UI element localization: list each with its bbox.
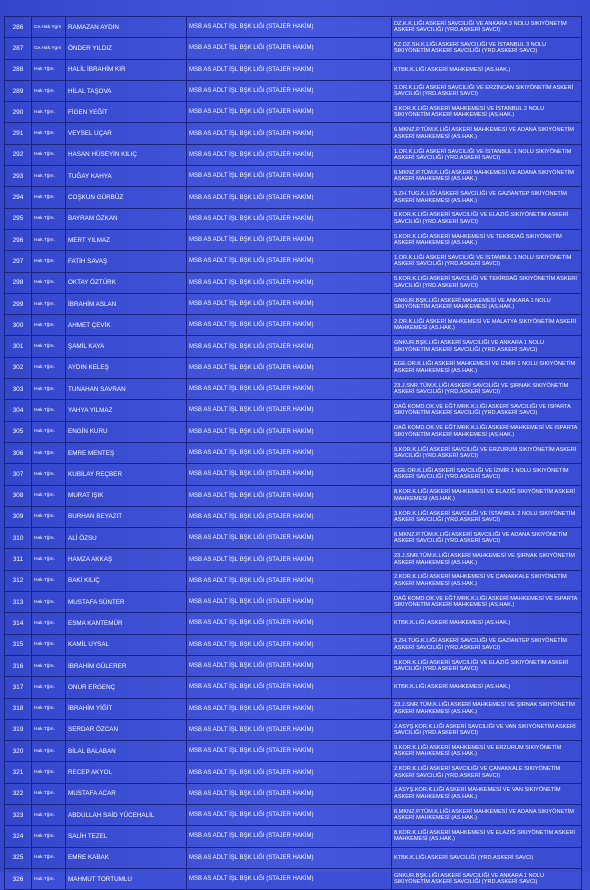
current-unit-cell: MSB AS ADLT İŞL BŞK LIĞI (STAJER HAKİM) bbox=[187, 357, 392, 378]
table-row bbox=[5, 847, 582, 868]
table-row bbox=[5, 251, 582, 272]
table-row bbox=[5, 229, 582, 250]
current-unit-cell: MSB AS ADLT İŞL BŞK LIĞI (STAJER HAKİM) bbox=[187, 208, 392, 229]
rank-cell: Hak.Tğm. bbox=[32, 187, 66, 208]
row-number-cell: 305 bbox=[5, 421, 32, 442]
rank-cell: Hak.Tğm. bbox=[32, 570, 66, 591]
assigned-unit-cell: 2.OR.K.LIĞI ASKERİ MAHKEMESİ VE MALATYA SIKIYÖNETİM ASKERİ MAHKEMESİ (AS.HAK.) bbox=[392, 315, 582, 336]
current-unit-cell: MSB AS ADLT İŞL BŞK LIĞI (STAJER HAKİM) bbox=[187, 741, 392, 762]
rank-cell: Hak.Tğm. bbox=[32, 613, 66, 634]
assigned-unit-cell: 5.KOR.K.LIĞI ASKERİ SAVCILIĞI VE TEKİRDAĞ SIKIYÖNETİM ASKERİ SAVCILIĞI (YRD.ASKERİ SAVCI) bbox=[392, 272, 582, 293]
assigned-unit-cell: EGE.OR.K.LIĞI ASKERİ SAVCILIĞI VE İZMİR 1 NOLU SIKIYÖNETİM ASKERİ SAVCILIĞI (YRD.ASKERİ SAVCI) bbox=[392, 464, 582, 485]
table-row bbox=[5, 762, 582, 783]
rank-cell: Hak.Tğm. bbox=[32, 80, 66, 101]
current-unit-cell: MSB AS ADLT İŞL BŞK LIĞI (STAJER HAKİM) bbox=[187, 251, 392, 272]
current-unit-cell: MSB AS ADLT İŞL BŞK LIĞI (STAJER HAKİM) bbox=[187, 549, 392, 570]
person-name-cell: MERT YILMAZ bbox=[66, 229, 187, 250]
row-number-cell: 295 bbox=[5, 208, 32, 229]
current-unit-cell: MSB AS ADLT İŞL BŞK LIĞI (STAJER HAKİM) bbox=[187, 634, 392, 655]
current-unit-cell: MSB AS ADLT İŞL BŞK LIĞI (STAJER HAKİM) bbox=[187, 59, 392, 80]
current-unit-cell: MSB AS ADLT İŞL BŞK LIĞI (STAJER HAKİM) bbox=[187, 166, 392, 187]
table-row bbox=[5, 719, 582, 740]
rank-cell: Hak.Tğm. bbox=[32, 868, 66, 889]
current-unit-cell: MSB AS ADLT İŞL BŞK LIĞI (STAJER HAKİM) bbox=[187, 804, 392, 825]
row-number-cell: 303 bbox=[5, 379, 32, 400]
assignment-table-body bbox=[5, 17, 582, 890]
assigned-unit-cell: DAĞ KOMD.OK.VE EĞT.MRK.K.LIĞI ASKERİ SAVCILIĞI VE ISPARTA SIKIYÖNETİM ASKERİ SAVCILIĞI (YRD.ASKERİ SAVCI) bbox=[392, 400, 582, 421]
current-unit-cell: MSB AS ADLT İŞL BŞK LIĞI (STAJER HAKİM) bbox=[187, 293, 392, 314]
current-unit-cell: MSB AS ADLT İŞL BŞK LIĞI (STAJER HAKİM) bbox=[187, 38, 392, 59]
current-unit-cell: MSB AS ADLT İŞL BŞK LIĞI (STAJER HAKİM) bbox=[187, 847, 392, 868]
table-row bbox=[5, 38, 582, 59]
row-number-cell: 325 bbox=[5, 847, 32, 868]
rank-cell: Hak.Tğm. bbox=[32, 357, 66, 378]
current-unit-cell: MSB AS ADLT İŞL BŞK LIĞI (STAJER HAKİM) bbox=[187, 379, 392, 400]
rank-cell: Hak.Tğm. bbox=[32, 251, 66, 272]
table-row bbox=[5, 59, 582, 80]
row-number-cell: 307 bbox=[5, 464, 32, 485]
person-name-cell: FATİH SAVAŞ bbox=[66, 251, 187, 272]
assigned-unit-cell: 2.KOR.K.LIĞI ASKERİ MAHKEMESİ VE ÇANAKKALE SIKIYÖNETİM ASKERİ MAHKEMESİ (AS.HAK.) bbox=[392, 570, 582, 591]
row-number-cell: 298 bbox=[5, 272, 32, 293]
table-row bbox=[5, 783, 582, 804]
person-name-cell: COŞKUN GÜRBÜZ bbox=[66, 187, 187, 208]
rank-cell: Hak.Tğm. bbox=[32, 783, 66, 804]
assigned-unit-cell: 23.J.SNR.TÜM.K.LIĞI ASKERİ MAHKEMESİ VE ŞIRNAK SIKIYÖNETİM ASKERİ MAHKEMESİ (AS.HAK.) bbox=[392, 549, 582, 570]
person-name-cell: ÖNDER YILDIZ bbox=[66, 38, 187, 59]
assigned-unit-cell: 1.OR.K.LIĞI ASKERİ SAVCILIĞI VE İSTANBUL 1 NOLU SIKIYÖNETİM ASKERİ SAVCILIĞI (YRD.ASKERİ SAVCI) bbox=[392, 251, 582, 272]
rank-cell: Hak.Tğm. bbox=[32, 464, 66, 485]
rank-cell: Hak.Tğm. bbox=[32, 506, 66, 527]
rank-cell: Hak.Tğm. bbox=[32, 655, 66, 676]
person-name-cell: VEYSEL UÇAR bbox=[66, 123, 187, 144]
row-number-cell: 315 bbox=[5, 634, 32, 655]
person-name-cell: SALİH TEZEL bbox=[66, 826, 187, 847]
person-name-cell: İBRAHİM GÜLERER bbox=[66, 655, 187, 676]
table-row bbox=[5, 400, 582, 421]
row-number-cell: 299 bbox=[5, 293, 32, 314]
assigned-unit-cell: J.ASYŞ.KOR.K.LIĞI ASKERİ SAVCILIĞI VE VAN SIKIYÖNETİM ASKERİ SAVCILIĞI (YRD.ASKERİ SAVCI) bbox=[392, 719, 582, 740]
assigned-unit-cell: KTBK.K.LIĞI ASKERİ MAHKEMESİ (AS.HAK.) bbox=[392, 59, 582, 80]
table-row bbox=[5, 464, 582, 485]
rank-cell: Hak.Tğm. bbox=[32, 826, 66, 847]
current-unit-cell: MSB AS ADLT İŞL BŞK LIĞI (STAJER HAKİM) bbox=[187, 17, 392, 38]
assigned-unit-cell: 1.OR.K.LIĞI ASKERİ SAVCILIĞI VE İSTANBUL 1 NOLU SIKIYÖNETİM ASKERİ SAVCILIĞI (YRD.ASKERİ SAVCI) bbox=[392, 144, 582, 165]
row-number-cell: 310 bbox=[5, 528, 32, 549]
rank-cell: Hak.Tğm. bbox=[32, 592, 66, 613]
row-number-cell: 324 bbox=[5, 826, 32, 847]
person-name-cell: KUBİLAY REÇBER bbox=[66, 464, 187, 485]
person-name-cell: HASAN HÜSEYİN KILIÇ bbox=[66, 144, 187, 165]
current-unit-cell: MSB AS ADLT İŞL BŞK LIĞI (STAJER HAKİM) bbox=[187, 400, 392, 421]
row-number-cell: 288 bbox=[5, 59, 32, 80]
person-name-cell: TUNAHAN SAVRAN bbox=[66, 379, 187, 400]
person-name-cell: AHMET ÇEVİK bbox=[66, 315, 187, 336]
current-unit-cell: MSB AS ADLT İŞL BŞK LIĞI (STAJER HAKİM) bbox=[187, 592, 392, 613]
rank-cell: Hak.Tğm. bbox=[32, 762, 66, 783]
row-number-cell: 291 bbox=[5, 123, 32, 144]
row-number-cell: 287 bbox=[5, 38, 32, 59]
table-row bbox=[5, 677, 582, 698]
assigned-unit-cell: 8.KOR.K.LIĞI ASKERİ SAVCILIĞI VE ELAZIĞ SIKIYÖNETİM ASKERİ SAVCILIĞI (YRD.ASKERİ SAVCI) bbox=[392, 208, 582, 229]
row-number-cell: 316 bbox=[5, 655, 32, 676]
row-number-cell: 290 bbox=[5, 102, 32, 123]
rank-cell: Hak.Tğm. bbox=[32, 549, 66, 570]
row-number-cell: 293 bbox=[5, 166, 32, 187]
row-number-cell: 308 bbox=[5, 485, 32, 506]
current-unit-cell: MSB AS ADLT İŞL BŞK LIĞI (STAJER HAKİM) bbox=[187, 485, 392, 506]
person-name-cell: OKTAY ÖZTÜRK bbox=[66, 272, 187, 293]
assigned-unit-cell: 3.KOR.K.LIĞI ASKERİ SAVCILIĞI VE İSTANBUL 2 NOLU SIKIYÖNETİM ASKERİ SAVCILIĞI (YRD.ASKERİ SAVCI) bbox=[392, 506, 582, 527]
assigned-unit-cell: 9.KOR.K.LIĞI ASKERİ SAVCILIĞI VE ERZURUM SIKIYÖNETİM ASKERİ SAVCILIĞI (YRD.ASKERİ SAVCI) bbox=[392, 442, 582, 463]
table-row bbox=[5, 613, 582, 634]
row-number-cell: 296 bbox=[5, 229, 32, 250]
row-number-cell: 301 bbox=[5, 336, 32, 357]
person-name-cell: EMRE MENTEŞ bbox=[66, 442, 187, 463]
assigned-unit-cell: 3.KOR.K.LIĞI ASKERİ MAHKEMESİ VE İSTANBUL 2 NOLU SIKIYÖNETİM ASKERİ MAHKEMESİ (AS.HAK.) bbox=[392, 102, 582, 123]
rank-cell: Hak.Tğm. bbox=[32, 123, 66, 144]
row-number-cell: 311 bbox=[5, 549, 32, 570]
table-row bbox=[5, 102, 582, 123]
current-unit-cell: MSB AS ADLT İŞL BŞK LIĞI (STAJER HAKİM) bbox=[187, 336, 392, 357]
person-name-cell: MUSTAFA SÜNTER bbox=[66, 592, 187, 613]
rank-cell: Hak.Tğm. bbox=[32, 634, 66, 655]
rank-cell: Hak.Tğm. bbox=[32, 208, 66, 229]
assigned-unit-cell: KTBK.K.LIĞI ASKERİ MAHKEMESİ (AS.HAK.) bbox=[392, 613, 582, 634]
current-unit-cell: MSB AS ADLT İŞL BŞK LIĞI (STAJER HAKİM) bbox=[187, 868, 392, 889]
rank-cell: Hak.Tğm. bbox=[32, 229, 66, 250]
table-row bbox=[5, 187, 582, 208]
rank-cell: Hak.Tğm. bbox=[32, 698, 66, 719]
table-row bbox=[5, 826, 582, 847]
assigned-unit-cell: 8.KOR.K.LIĞI ASKERİ SAVCILIĞI VE ELAZIĞ SIKIYÖNETİM ASKERİ SAVCILIĞI (YRD.ASKERİ SAVCI) bbox=[392, 655, 582, 676]
rank-cell: Hak.Tğm. bbox=[32, 442, 66, 463]
rank-cell: Hak.Tğm. bbox=[32, 719, 66, 740]
current-unit-cell: MSB AS ADLT İŞL BŞK LIĞI (STAJER HAKİM) bbox=[187, 528, 392, 549]
table-row bbox=[5, 421, 582, 442]
table-row bbox=[5, 293, 582, 314]
rank-cell: Hak.Tğm. bbox=[32, 528, 66, 549]
row-number-cell: 289 bbox=[5, 80, 32, 101]
row-number-cell: 320 bbox=[5, 741, 32, 762]
table-row bbox=[5, 357, 582, 378]
current-unit-cell: MSB AS ADLT İŞL BŞK LIĞI (STAJER HAKİM) bbox=[187, 613, 392, 634]
table-row bbox=[5, 315, 582, 336]
assigned-unit-cell: 6.MKNZ.P.TÜM.K.LIĞI ASKERİ MAHKEMESİ VE ADANA SIKIYÖNETİM ASKERİ MAHKEMESİ (AS.HAK.) bbox=[392, 123, 582, 144]
person-name-cell: ALİ ÖZSU bbox=[66, 528, 187, 549]
person-name-cell: KAMİL UYSAL bbox=[66, 634, 187, 655]
person-name-cell: HALİL İBRAHİM KIR bbox=[66, 59, 187, 80]
current-unit-cell: MSB AS ADLT İŞL BŞK LIĞI (STAJER HAKİM) bbox=[187, 762, 392, 783]
row-number-cell: 326 bbox=[5, 868, 32, 889]
person-name-cell: ONUR ERGENÇ bbox=[66, 677, 187, 698]
row-number-cell: 309 bbox=[5, 506, 32, 527]
person-name-cell: BAYRAM ÖZKAN bbox=[66, 208, 187, 229]
current-unit-cell: MSB AS ADLT İŞL BŞK LIĞI (STAJER HAKİM) bbox=[187, 442, 392, 463]
assigned-unit-cell: GNKUR.BŞK.LIĞI ASKERİ SAVCILIĞI VE ANKARA 1 NOLU SIKIYÖNETİM ASKERİ SAVCILIĞI (YRD.ASKERİ SAVCI) bbox=[392, 868, 582, 889]
assigned-unit-cell: 5.KOR.K.LIĞI ASKERİ MAHKEMESİ VE TEKİRDAĞ SIKIYÖNETİM ASKERİ MAHKEMESİ (AS.HAK.) bbox=[392, 229, 582, 250]
rank-cell: Hak.Tğm. bbox=[32, 315, 66, 336]
assigned-unit-cell: DAĞ KOMD.OK.VE EĞT.MRK.K.LIĞI ASKERİ MAHKEMESİ VE ISPARTA SIKIYÖNETİM ASKERİ MAHKEMESİ (AS.HAK.) bbox=[392, 421, 582, 442]
current-unit-cell: MSB AS ADLT İŞL BŞK LIĞI (STAJER HAKİM) bbox=[187, 783, 392, 804]
rank-cell: Ce.Hak.Ygm bbox=[32, 38, 66, 59]
assigned-unit-cell: GNKUR.BŞK.LIĞI ASKERİ MAHKEMESİ VE ANKARA 1 NOLU SIKIYÖNETİM ASKERİ MAHKEMESİ (AS.HAK.) bbox=[392, 293, 582, 314]
person-name-cell: RECEP AKYOL bbox=[66, 762, 187, 783]
assigned-unit-cell: 5.ZH.TUG.K.LIĞI ASKERİ SAVCILIĞI VE GAZİANTEP SIKIYÖNETİM ASKERİ SAVCILIĞI (YRD.ASKERİ SAVCI) bbox=[392, 634, 582, 655]
assigned-unit-cell: EGE.OR.K.LIĞI ASKERİ MAHKEMESİ VE İZMİR 1 NOLU SIKIYÖNETİM ASKERİ MAHKEMESİ (AS.HAK.) bbox=[392, 357, 582, 378]
row-number-cell: 302 bbox=[5, 357, 32, 378]
table-row bbox=[5, 698, 582, 719]
row-number-cell: 321 bbox=[5, 762, 32, 783]
assigned-unit-cell: KZ.DZ.SH.K.LIĞI ASKERİ SAVCILIĞI VE İSTANBUL 3 NOLU SIKIYÖNETİM ASKERİ SAVCILIĞI (YRD.ASKERİ SAVCI) bbox=[392, 38, 582, 59]
current-unit-cell: MSB AS ADLT İŞL BŞK LIĞI (STAJER HAKİM) bbox=[187, 570, 392, 591]
row-number-cell: 318 bbox=[5, 698, 32, 719]
assigned-unit-cell: 6.MKNZ.P.TÜM.K.LIĞI ASKERİ MAHKEMESİ VE ADANA SIKIYÖNETİM ASKERİ MAHKEMESİ (AS.HAK.) bbox=[392, 166, 582, 187]
table-row bbox=[5, 272, 582, 293]
assigned-unit-cell: 8.KOR.K.LIĞI ASKERİ MAHKEMESİ VE ELAZIĞ SIKIYÖNETİM ASKERİ MAHKEMESİ (AS.HAK.) bbox=[392, 826, 582, 847]
rank-cell: Hak.Tğm. bbox=[32, 804, 66, 825]
assigned-unit-cell: 2.KOR.K.LIĞI ASKERİ SAVCILIĞI VE ÇANAKKALE SIKIYÖNETİM ASKERİ SAVCILIĞI (YRD.ASKERİ SAVCI) bbox=[392, 762, 582, 783]
person-name-cell: ENGİN KURU bbox=[66, 421, 187, 442]
person-name-cell: SERDAR ÖZCAN bbox=[66, 719, 187, 740]
person-name-cell: RAMAZAN AYDIN bbox=[66, 17, 187, 38]
row-number-cell: 322 bbox=[5, 783, 32, 804]
table-row bbox=[5, 655, 582, 676]
person-name-cell: ESMA KANTEMÜR bbox=[66, 613, 187, 634]
assigned-unit-cell: 5.ZH.TUG.K.LIĞI ASKERİ SAVCILIĞI VE GAZİANTEP SIKIYÖNETİM ASKERİ MAHKEMESİ (AS.HAK.) bbox=[392, 187, 582, 208]
current-unit-cell: MSB AS ADLT İŞL BŞK LIĞI (STAJER HAKİM) bbox=[187, 655, 392, 676]
rank-cell: Ce.Hak.Ygm bbox=[32, 17, 66, 38]
table-row bbox=[5, 442, 582, 463]
person-name-cell: FİGEN YEĞİT bbox=[66, 102, 187, 123]
row-number-cell: 297 bbox=[5, 251, 32, 272]
person-name-cell: İBRAHİM ASLAN bbox=[66, 293, 187, 314]
row-number-cell: 306 bbox=[5, 442, 32, 463]
current-unit-cell: MSB AS ADLT İŞL BŞK LIĞI (STAJER HAKİM) bbox=[187, 144, 392, 165]
assigned-unit-cell: GNKUR.BŞK.LIĞI ASKERİ SAVCILIĞI VE ANKARA 1 NOLU SIKIYÖNETİM ASKERİ SAVCILIĞI (YRD.ASKERİ SAVCI) bbox=[392, 336, 582, 357]
rank-cell: Hak.Tğm. bbox=[32, 59, 66, 80]
row-number-cell: 317 bbox=[5, 677, 32, 698]
assigned-unit-cell: J.ASYŞ.KOR.K.LIĞI ASKERİ MAHKEMESİ VE VAN SIKIYÖNETİM ASKERİ MAHKEMESİ (AS.HAK.) bbox=[392, 783, 582, 804]
current-unit-cell: MSB AS ADLT İŞL BŞK LIĞI (STAJER HAKİM) bbox=[187, 464, 392, 485]
current-unit-cell: MSB AS ADLT İŞL BŞK LIĞI (STAJER HAKİM) bbox=[187, 80, 392, 101]
table-row bbox=[5, 123, 582, 144]
assigned-unit-cell: KTBK.K.LIĞI ASKERİ MAHKEMESİ (AS.HAK.) bbox=[392, 677, 582, 698]
person-name-cell: ABDULLAH SAİD YÜCEHALİL bbox=[66, 804, 187, 825]
current-unit-cell: MSB AS ADLT İŞL BŞK LIĞI (STAJER HAKİM) bbox=[187, 123, 392, 144]
assigned-unit-cell: 23.J.SNR.TÜM.K.LIĞI ASKERİ SAVCILIĞI VE ŞIRNAK SIKIYÖNETİM ASKERİ SAVCILIĞI (YRD.ASKERİ SAVCI) bbox=[392, 379, 582, 400]
person-name-cell: MURAT IŞIK bbox=[66, 485, 187, 506]
table-row bbox=[5, 549, 582, 570]
table-row bbox=[5, 506, 582, 527]
person-name-cell: BAKİ KILIÇ bbox=[66, 570, 187, 591]
rank-cell: Hak.Tğm. bbox=[32, 102, 66, 123]
current-unit-cell: MSB AS ADLT İŞL BŞK LIĞI (STAJER HAKİM) bbox=[187, 719, 392, 740]
row-number-cell: 314 bbox=[5, 613, 32, 634]
current-unit-cell: MSB AS ADLT İŞL BŞK LIĞI (STAJER HAKİM) bbox=[187, 698, 392, 719]
assigned-unit-cell: 6.MKNZ.P.TÜM.K.LIĞI ASKERİ MAHKEMESİ VE ADANA SIKIYÖNETİM ASKERİ MAHKEMESİ (AS.HAK.) bbox=[392, 804, 582, 825]
assigned-unit-cell: KTBK.K.LIĞI ASKERİ SAVCILIĞI (YRD.ASKERİ SAVCI) bbox=[392, 847, 582, 868]
current-unit-cell: MSB AS ADLT İŞL BŞK LIĞI (STAJER HAKİM) bbox=[187, 272, 392, 293]
rank-cell: Hak.Tğm. bbox=[32, 336, 66, 357]
table-row bbox=[5, 144, 582, 165]
table-row bbox=[5, 17, 582, 38]
current-unit-cell: MSB AS ADLT İŞL BŞK LIĞI (STAJER HAKİM) bbox=[187, 677, 392, 698]
row-number-cell: 304 bbox=[5, 400, 32, 421]
person-name-cell: YAHYA YILMAZ bbox=[66, 400, 187, 421]
person-name-cell: EMRE KABAK bbox=[66, 847, 187, 868]
rank-cell: Hak.Tğm. bbox=[32, 144, 66, 165]
table-row bbox=[5, 592, 582, 613]
rank-cell: Hak.Tğm. bbox=[32, 293, 66, 314]
rank-cell: Hak.Tğm. bbox=[32, 677, 66, 698]
rank-cell: Hak.Tğm. bbox=[32, 421, 66, 442]
row-number-cell: 313 bbox=[5, 592, 32, 613]
table-row bbox=[5, 166, 582, 187]
table-row bbox=[5, 528, 582, 549]
person-name-cell: HİLAL TAŞOVA bbox=[66, 80, 187, 101]
current-unit-cell: MSB AS ADLT İŞL BŞK LIĞI (STAJER HAKİM) bbox=[187, 102, 392, 123]
person-name-cell: ŞAMİL KAYA bbox=[66, 336, 187, 357]
person-name-cell: MUSTAFA ACAR bbox=[66, 783, 187, 804]
rank-cell: Hak.Tğm. bbox=[32, 166, 66, 187]
table-row bbox=[5, 336, 582, 357]
row-number-cell: 319 bbox=[5, 719, 32, 740]
row-number-cell: 300 bbox=[5, 315, 32, 336]
assigned-unit-cell: DAĞ KOMD.OK.VE EĞT.MRK.K.LIĞI ASKERİ MAHKEMESİ VE ISPARTA SIKIYÖNETİM ASKERİ MAHKEMESİ (AS.HAK.) bbox=[392, 592, 582, 613]
assignment-table bbox=[4, 16, 582, 890]
rank-cell: Hak.Tğm. bbox=[32, 741, 66, 762]
row-number-cell: 323 bbox=[5, 804, 32, 825]
row-number-cell: 312 bbox=[5, 570, 32, 591]
row-number-cell: 292 bbox=[5, 144, 32, 165]
table-row bbox=[5, 80, 582, 101]
assigned-unit-cell: 8.KOR.K.LIĞI ASKERİ MAHKEMESİ VE ELAZIĞ SIKIYÖNETİM ASKERİ MAHKEMESİ (AS.HAK.) bbox=[392, 485, 582, 506]
person-name-cell: TUĞAY KAHYA bbox=[66, 166, 187, 187]
current-unit-cell: MSB AS ADLT İŞL BŞK LIĞI (STAJER HAKİM) bbox=[187, 315, 392, 336]
person-name-cell: İBRAHİM YİĞİT bbox=[66, 698, 187, 719]
table-row bbox=[5, 804, 582, 825]
rank-cell: Hak.Tğm. bbox=[32, 272, 66, 293]
assigned-unit-cell: 6.MKNZ.P.TÜM.K.LIĞI ASKERİ SAVCILIĞI VE ADANA SIKIYÖNETİM ASKERİ SAVCILIĞI (YRD.ASKERİ SAVCI) bbox=[392, 528, 582, 549]
row-number-cell: 286 bbox=[5, 17, 32, 38]
rank-cell: Hak.Tğm. bbox=[32, 400, 66, 421]
current-unit-cell: MSB AS ADLT İŞL BŞK LIĞI (STAJER HAKİM) bbox=[187, 229, 392, 250]
person-name-cell: BURHAN BEYAZIT bbox=[66, 506, 187, 527]
person-name-cell: BİLAL BALABAN bbox=[66, 741, 187, 762]
person-name-cell: HAMZA AKKAŞ bbox=[66, 549, 187, 570]
current-unit-cell: MSB AS ADLT İŞL BŞK LIĞI (STAJER HAKİM) bbox=[187, 187, 392, 208]
table-row bbox=[5, 379, 582, 400]
table-row bbox=[5, 485, 582, 506]
current-unit-cell: MSB AS ADLT İŞL BŞK LIĞI (STAJER HAKİM) bbox=[187, 826, 392, 847]
assigned-unit-cell: 23.J.SNR.TÜM.K.LIĞI ASKERİ MAHKEMESİ VE ŞIRNAK SIKIYÖNETİM ASKERİ MAHKEMESİ (AS.HAK.) bbox=[392, 698, 582, 719]
assigned-unit-cell: 3.OR.K.LIĞI ASKERİ SAVCILIĞI VE ERZİNCAN SIKIYÖNETİM ASKERİ SAVCILIĞI (YRD.ASKERİ SAVCI) bbox=[392, 80, 582, 101]
person-name-cell: AYDIN KELEŞ bbox=[66, 357, 187, 378]
person-name-cell: MAHMUT TORTUMLU bbox=[66, 868, 187, 889]
assigned-unit-cell: DZ.K.K.LIĞI ASKERİ SAVCILIĞI VE ANKARA 3 NOLU SIKIYÖNETİM ASKERİ SAVCILIĞI (YRD.ASKERİ SAVCI) bbox=[392, 17, 582, 38]
table-row bbox=[5, 570, 582, 591]
current-unit-cell: MSB AS ADLT İŞL BŞK LIĞI (STAJER HAKİM) bbox=[187, 506, 392, 527]
rank-cell: Hak.Tğm. bbox=[32, 847, 66, 868]
row-number-cell: 294 bbox=[5, 187, 32, 208]
rank-cell: Hak.Tğm. bbox=[32, 485, 66, 506]
table-row bbox=[5, 741, 582, 762]
table-row bbox=[5, 634, 582, 655]
assigned-unit-cell: 9.KOR.K.LIĞI ASKERİ MAHKEMESİ VE ERZURUM SIKIYÖNETİM ASKERİ MAHKEMESİ (AS.HAK.) bbox=[392, 741, 582, 762]
rank-cell: Hak.Tğm. bbox=[32, 379, 66, 400]
table-row bbox=[5, 208, 582, 229]
current-unit-cell: MSB AS ADLT İŞL BŞK LIĞI (STAJER HAKİM) bbox=[187, 421, 392, 442]
